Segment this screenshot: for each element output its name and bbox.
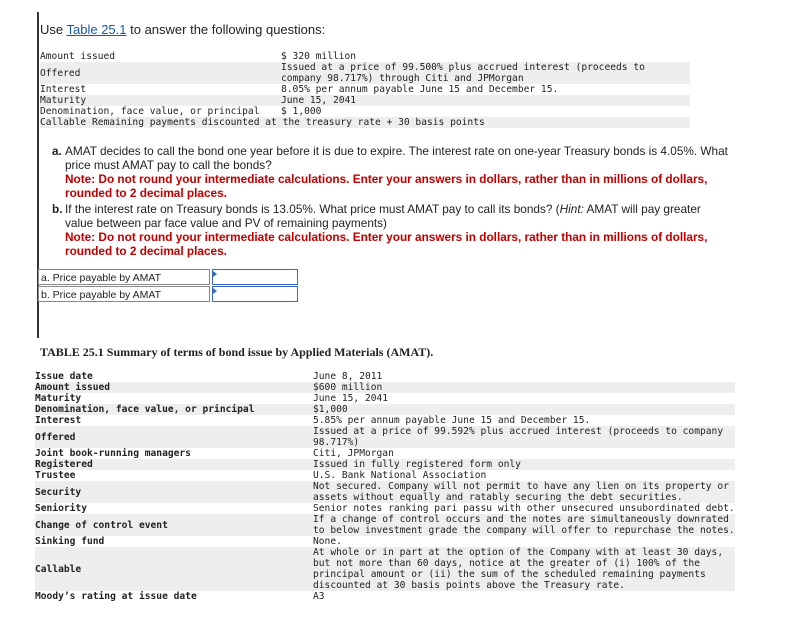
term-label: Change of control event: [35, 519, 168, 531]
term-value: $1,000: [313, 404, 348, 415]
term-label: Registered: [35, 459, 93, 470]
questions: [52, 144, 732, 258]
answer-label: a. Price payable by AMAT: [38, 269, 210, 285]
term-value: 5.85% per annum payable June 15 and December 15.: [313, 415, 591, 426]
term-value: $ 1,000: [281, 106, 322, 117]
term-value: $ 320 million: [281, 51, 357, 62]
intro-text: [40, 22, 325, 37]
term-value: June 15, 2041: [313, 393, 389, 404]
term-label: Joint book-running managers: [35, 448, 191, 459]
term-value: Issued at a price of 99.592% plus accrued interest (proceeds to company 98.717%): [313, 426, 724, 448]
term-value: A3: [313, 591, 325, 602]
term-value: None.: [313, 536, 342, 547]
table-row: [40, 95, 690, 106]
term-label: Denomination, face value, or principal: [40, 106, 260, 117]
term-label: Amount issued: [40, 51, 116, 62]
term-value: If a change of control occurs and the notes are simultaneously downrated to below investment grade the company will offer to repurchase the notes.: [313, 514, 735, 536]
term-label: Interest: [35, 415, 82, 426]
table-row: [40, 62, 690, 84]
hint-label: Hint:: [559, 202, 584, 216]
answer-row: [38, 285, 298, 302]
table-row: [35, 536, 735, 547]
term-label: Offered: [40, 67, 81, 79]
question-note: Note: Do not round your intermediate calculations. Enter your answers in dollars, rather than in millions of dollars, rounded to 2 decimal places.: [65, 172, 708, 200]
table-row: [35, 371, 735, 382]
table-row: [40, 106, 690, 117]
term-label: Issue date: [35, 371, 93, 382]
question-label: b.: [52, 202, 63, 216]
term-value: $600 million: [313, 382, 383, 393]
term-value: June 8, 2011: [313, 371, 383, 382]
answer-input-b[interactable]: [212, 286, 298, 302]
term-value: Senior notes ranking pari passu with other unsecured unsubordinated debt.: [313, 503, 735, 514]
term-label: Security: [35, 486, 82, 498]
table-link[interactable]: Table 25.1: [66, 22, 127, 37]
term-value: Issued in fully registered form only: [313, 459, 521, 470]
question-note: Note: Do not round your intermediate calculations. Enter your answers in dollars, rather than in millions of dollars, rounded to 2 decimal places.: [65, 230, 708, 258]
question-text: If the interest rate on Treasury bonds is 13.05%. What price must AMAT pay to call its bonds? (Hint: AMAT will pay greater value between par face value and PV of remaining payments): [65, 202, 701, 230]
answer-row: [38, 268, 298, 285]
intro-prefix: Use: [40, 22, 67, 37]
answer-input-a[interactable]: [212, 269, 298, 285]
term-label: Denomination, face value, or principal: [35, 404, 255, 415]
question-b: [52, 202, 732, 258]
term-label: Callable: [35, 563, 82, 575]
term-label: Maturity: [40, 95, 87, 106]
table-row: [35, 503, 735, 514]
answer-label: b. Price payable by AMAT: [38, 286, 210, 302]
table-row: [35, 459, 735, 470]
term-label: Offered: [35, 431, 76, 443]
table-row: [40, 117, 690, 128]
table-row: [35, 382, 735, 393]
term-value: At whole or in part at the option of the Company with at least 30 days, but not more than 60 days, notice at the greater of (i) 100% of the principal amount or (ii) the sum of the scheduled remaining payments discounted at 30 basis points above the Treasury rate.: [313, 547, 724, 591]
table-row: [40, 84, 690, 95]
intro-suffix: to answer the following questions:: [126, 22, 326, 37]
term-label: Callable Remaining payments discounted at the treasury rate + 30 basis points: [40, 117, 485, 128]
question-a: [52, 144, 732, 200]
term-value: Not secured. Company will not permit to have any lien on its property or assets without equally and ratably securing the debt securities.: [313, 481, 729, 503]
term-value: June 15, 2041: [281, 95, 357, 106]
table-row: [35, 514, 735, 536]
term-label: Moody’s rating at issue date: [35, 591, 197, 602]
table-caption: TABLE 25.1 Summary of terms of bond issue by Applied Materials (AMAT).: [40, 345, 434, 359]
table-row: [35, 426, 735, 448]
table-row: [35, 481, 735, 503]
term-label: Amount issued: [35, 382, 111, 393]
answer-table: [38, 268, 298, 302]
table-row: [35, 404, 735, 415]
term-label: Interest: [40, 84, 87, 95]
table-row: [35, 591, 735, 602]
term-label: Seniority: [35, 503, 87, 514]
term-value: U.S. Bank National Association: [313, 470, 487, 481]
table-row: [40, 51, 690, 62]
term-value: Issued at a price of 99.500% plus accrued interest (proceeds to company 98.717%) through Citi and JPMorgan: [281, 62, 645, 84]
table-row: [35, 448, 735, 459]
table-row: [35, 547, 735, 591]
term-value: Citi, JPMorgan: [313, 448, 394, 459]
term-label: Maturity: [35, 393, 82, 404]
table-row: [35, 415, 735, 426]
term-label: Trustee: [35, 470, 76, 481]
term-label: Sinking fund: [35, 536, 105, 547]
question-label: a.: [52, 144, 62, 158]
bond-terms-summary: [40, 51, 690, 128]
term-value: 8.05% per annum payable June 15 and December 15.: [281, 84, 559, 95]
bond-terms-table: [35, 371, 735, 602]
table-row: [35, 393, 735, 404]
question-text: AMAT decides to call the bond one year before it is due to expire. The interest rate on one-year Treasury bonds is 4.05%. What price must AMAT pay to call the bonds?: [65, 144, 728, 172]
table-row: [35, 470, 735, 481]
